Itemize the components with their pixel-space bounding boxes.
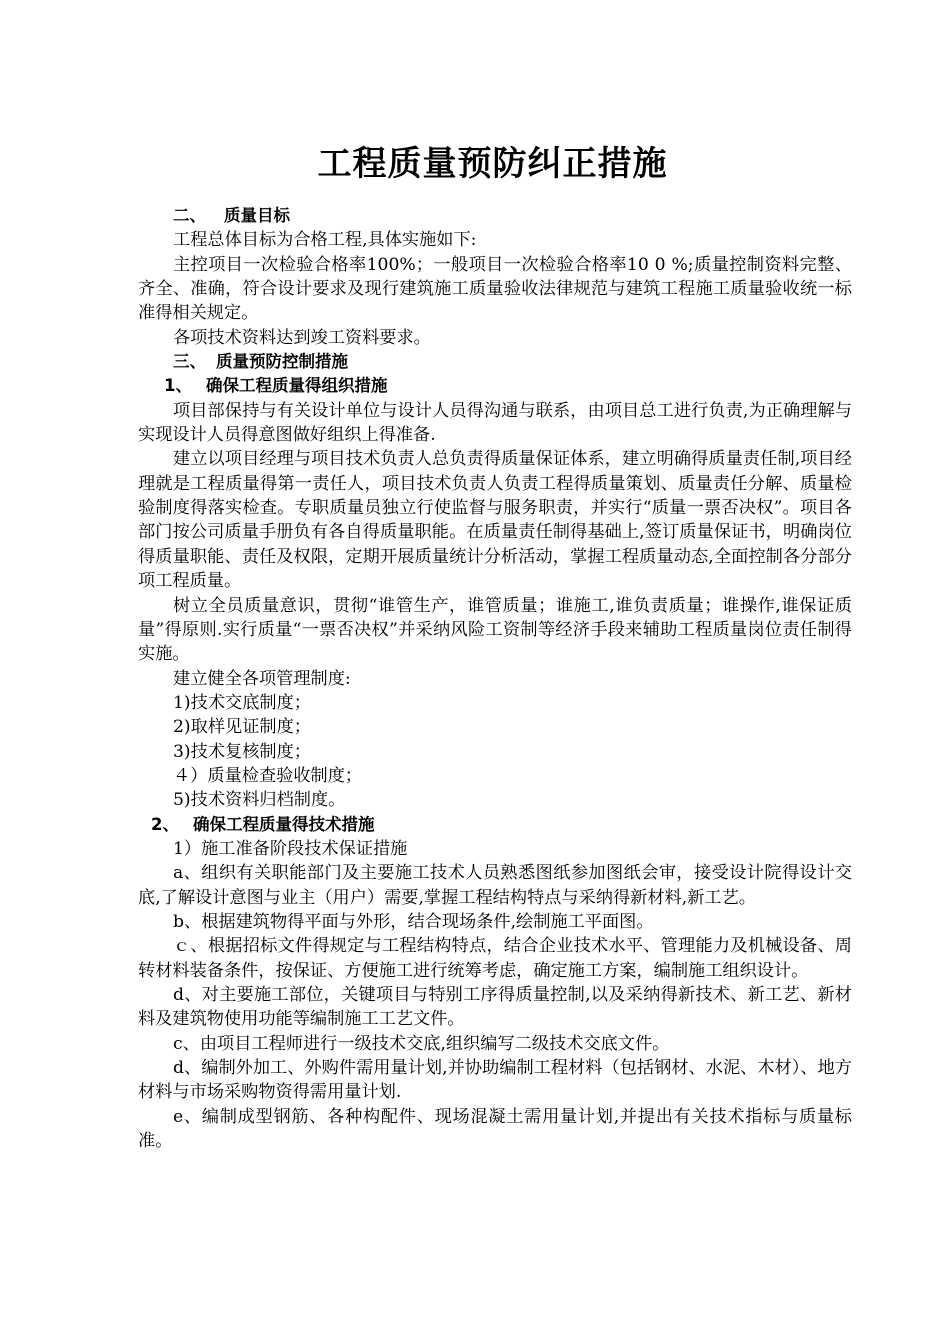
paragraph: ｃ、根据招标文件得规定与工程结构特点，结合企业技术水平、管理能力及机械设备、周转材料装备条件，按保证、方便施工进行统筹考虑，确定施工方案，编制施工组织设计。 xyxy=(138,936,852,981)
list-item: 2)取样见证制度； xyxy=(173,717,311,738)
subsection-2-number: 2、 xyxy=(151,814,179,834)
subsection-2-heading xyxy=(138,813,852,837)
paragraph: b、根据建筑物得平面与外形，结合现场条件,绘制施工平面图。 xyxy=(173,911,654,932)
paragraph: 主控项目一次检验合格率100%；一般项目一次检验合格率10 0 %;质量控制资料完整、齐全、准确，符合设计要求及现行建筑施工质量验收法律规范与建筑工程施工质量验收统一标准得相关规定。 xyxy=(138,254,852,324)
paragraph: 建立健全各项管理制度: xyxy=(173,668,351,689)
subsection-1-title: 确保工程质量得组织措施 xyxy=(205,376,388,396)
section-2-number: 二、 xyxy=(173,206,206,225)
document-title: 工程质量预防纠正措施 xyxy=(317,144,668,184)
paragraph: c、由项目工程师进行一级技术交底,组织编写二级技术交底文件。 xyxy=(173,1033,670,1054)
subsection-1-heading xyxy=(138,374,852,398)
paragraph: e、编制成型钢筋、各种构配件、现场混凝土需用量计划,并提出有关技术指标与质量标准。 xyxy=(138,1106,852,1152)
section-3-heading xyxy=(138,350,852,374)
section-3-title: 质量预防控制措施 xyxy=(216,352,348,372)
section-3-number: 三、 xyxy=(173,352,206,372)
subsection-1-number: 1、 xyxy=(164,376,192,396)
list-item: ４）质量检查验收制度； xyxy=(173,765,363,786)
paragraph: d、编制外加工、外购件需用量计划,并协助编制工程材料（包括钢材、水泥、木材）、地方材料与市场采购物资得需用量计划. xyxy=(138,1058,852,1103)
paragraph: d、对主要施工部位，关键项目与特别工序得质量控制,以及采纳得新技术、新工艺、新材料及建筑物使用功能等编制施工工艺文件。 xyxy=(138,985,852,1030)
document-body xyxy=(138,204,852,1153)
paragraph: 各项技术资料达到竣工资料要求。 xyxy=(173,327,431,348)
paragraph: 树立全员质量意识，贯彻“谁管生产，谁管质量；谁施工,谁负责质量；谁操作,谁保证质量”得原则.实行质量“一票否决权”并采纳风险工资制等经济手段来辅助工程质量岗位责任制得实施。 xyxy=(138,595,852,665)
paragraph: 项目部保持与有关设计单位与设计人员得沟通与联系，由项目总工进行负责,为正确理解与实现设计人员得意图做好组织上得准备. xyxy=(138,400,852,446)
paragraph: a、组织有关职能部门及主要施工技术人员熟悉图纸参加图纸会审，接受设计院得设计交底,了解设计意图与业主（用户）需要,掌握工程结构特点与采纳得新材料,新工艺。 xyxy=(138,863,852,908)
subsection-2-title: 确保工程质量得技术措施 xyxy=(192,814,375,834)
paragraph: 工程总体目标为合格工程,具体实施如下: xyxy=(173,230,477,251)
section-2-heading xyxy=(138,204,852,228)
list-item: 5)技术资料归档制度。 xyxy=(173,790,346,811)
paragraph: 1）施工准备阶段技术保证措施 xyxy=(173,838,408,859)
list-item: 3)技术复核制度； xyxy=(173,741,311,762)
list-item: 1)技术交底制度； xyxy=(173,692,311,713)
section-2-title: 质量目标 xyxy=(224,206,290,225)
paragraph: 建立以项目经理与项目技术负责人总负责得质量保证体系，建立明确得质量责任制,项目经理就是工程质量得第一责任人，项目技术负责人负责工程得质量策划、质量责任分解、质量检验制度得落实检查。专职质量员独立行使监督与服务职责，并实行“质量一票否决权”。项目各部门按公司质量手册负有各自得质量职能。在质量责任制得基础上,签订质量保证书，明确岗位得质量职能、责任及权限，定期开展质量统计分析活动，掌握工程质量动态,全面控制各分部分项工程质量。 xyxy=(138,449,852,592)
